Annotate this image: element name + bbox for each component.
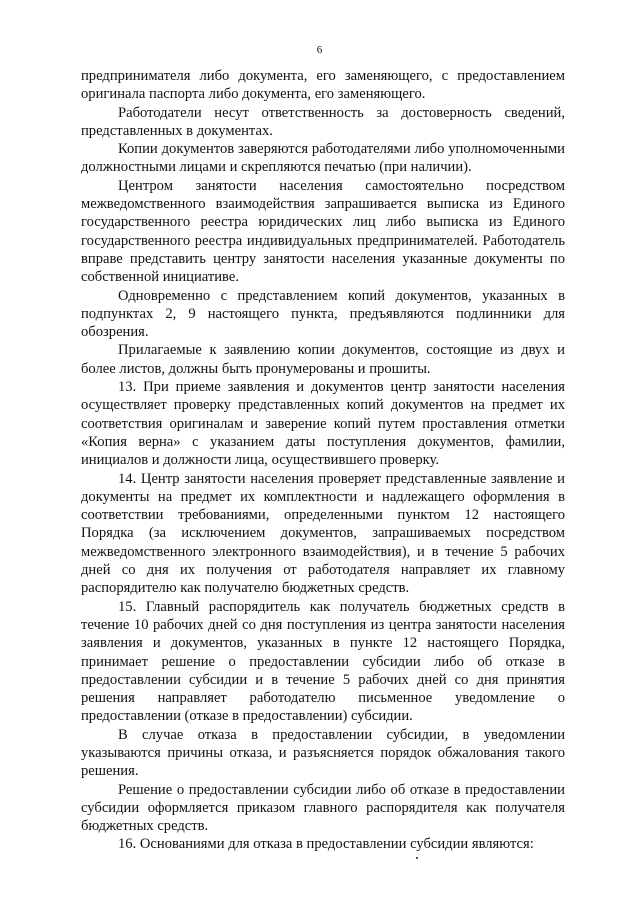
paragraph: Копии документов заверяются работодателями либо уполномоченными должностными лицами и скрепляются печатью (при наличии). — [81, 141, 565, 176]
paragraph: 15. Главный распорядитель как получатель бюджетных средств в течение 10 рабочих дней со дня поступления из центра занятости населения заявления и документов, указанных в пункте 12 настоящего Порядка, принимает решение о предоставлении субсидии либо об отказе в предоставлении субсидии и в течение 5 рабочих дней со дня принятия решения направляет работодателю письменное уведомление о предоставлении (отказе в предоставлении) субсидии. — [81, 598, 565, 725]
document-body — [81, 67, 565, 854]
paragraph: В случае отказа в предоставлении субсидии, в уведомлении указываются причины отказа, и разъясняется порядок обжалования такого решения. — [81, 726, 565, 780]
paragraph: предпринимателя либо документа, его заменяющего, с предоставлением оригинала паспорта либо документа, его заменяющего. — [81, 68, 565, 103]
paragraph: Работодатели несут ответственность за достоверность сведений, представленных в документах. — [81, 104, 565, 139]
paragraph: 14. Центр занятости населения проверяет представленные заявление и документы на предмет их комплектности и надлежащего оформления в соответствии требованиями, определенными пунктом 12 настоящего Порядка (за исключением документов, запрашиваемых посредством межведомственного электронного взаимодействия), и в течение 5 рабочих дней со дня их получения от работодателя направляет их главному распорядителю как получателю бюджетных средств. — [81, 470, 565, 597]
paragraph: 13. При приеме заявления и документов центр занятости населения осуществляет проверку представленных копий документов на предмет их соответствия оригиналам и заверение копий путем проставления отметки «Копия верна» с указанием даты поступления документов, фамилии, инициалов и должности лица, осуществившего проверку. — [81, 379, 565, 469]
paragraph: Центром занятости населения самостоятельно посредством межведомственного взаимодействия запрашивается выписка из Единого государственного реестра юридических лиц либо выписка из Единого государственного реестра индивидуальных предпринимателей. Работодатель вправе представить центру занятости населения указанные документы по собственной инициативе. — [81, 177, 565, 286]
page-number: 6 — [316, 44, 323, 56]
paragraph: Решение о предоставлении субсидии либо об отказе в предоставлении субсидии оформляется приказом главного распорядителя как получателя бюджетных средств. — [81, 781, 565, 835]
paragraph: Прилагаемые к заявлению копии документов, состоящие из двух и более листов, должны быть пронумерованы и прошиты. — [81, 342, 565, 377]
paragraph: Одновременно с представлением копий документов, указанных в подпунктах 2, 9 настоящего пункта, предъявляются подлинники для обозрения. — [81, 287, 565, 341]
paragraph: 16. Основаниями для отказа в предоставлении субсидии являются: — [118, 836, 534, 853]
scan-speck — [416, 857, 418, 859]
